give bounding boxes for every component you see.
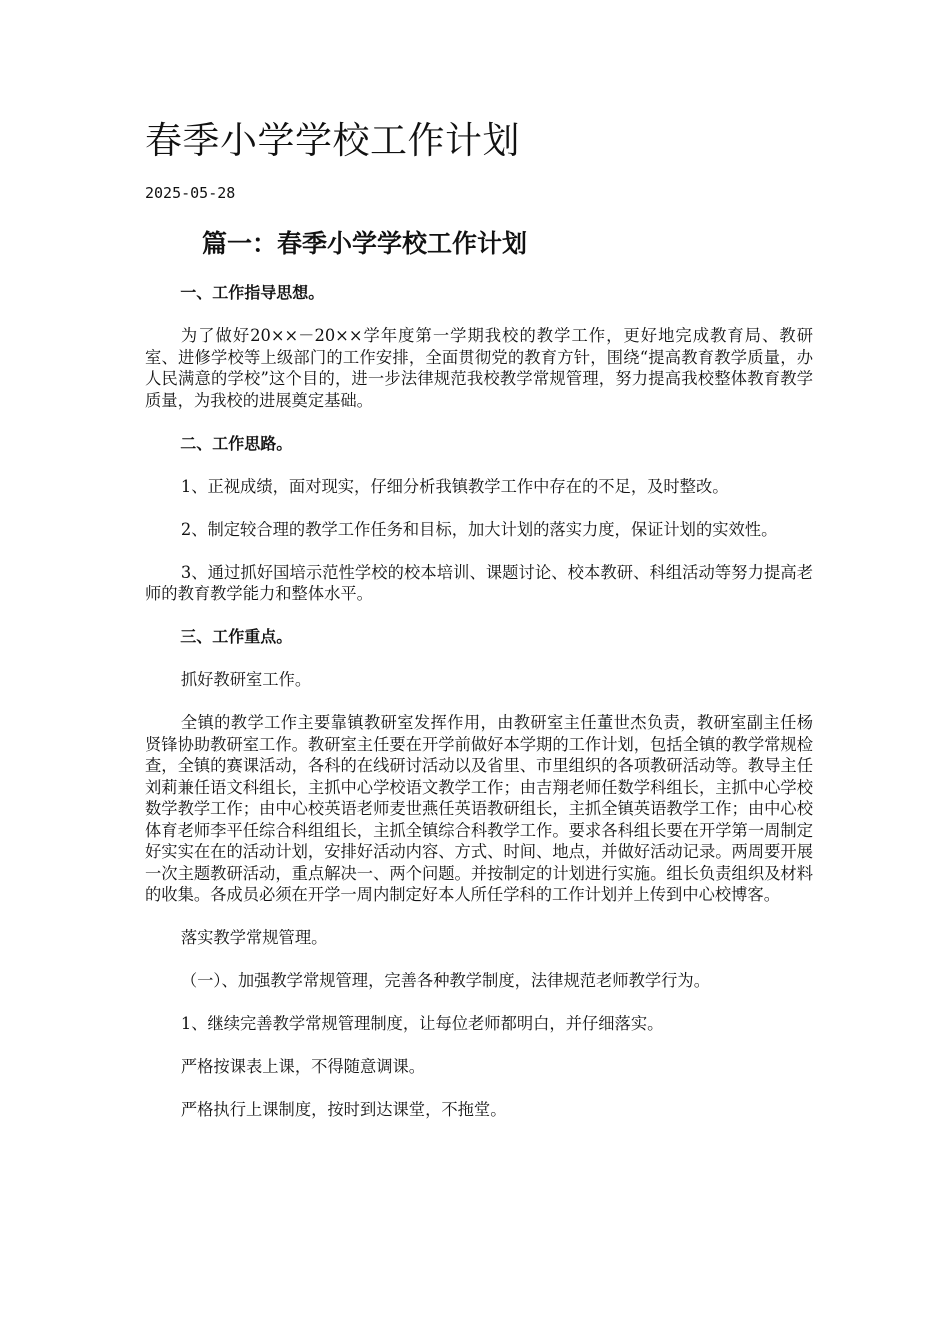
heading-guiding-ideology: 一、工作指导思想。 bbox=[180, 283, 325, 302]
section-title: 篇一：春季小学学校工作计划 bbox=[202, 229, 528, 258]
document-title: 春季小学学校工作计划 bbox=[145, 119, 520, 162]
paragraph: 严格按课表上课，不得随意调课。 bbox=[180, 1057, 426, 1076]
heading-work-focus: 三、工作重点。 bbox=[180, 627, 293, 646]
paragraph: 全镇的教学工作主要靠镇教研室发挥作用，由教研室主任董世杰负责，教研室副主任杨贤锋协助教研室工作。教研室主任要在开学前做好本学期的工作计划，包括全镇的教学常规检查，全镇的赛课活动，各科的在线研讨活动以及省里、市里组织的各项教研活动等。教导主任刘莉兼任语文科组长，主抓中心学校语文教学工作；由吉翔老师任数学科组长，主抓中心学校数学教学工作；由中心校英语老师麦世燕任英语教研组长，主抓全镇英语教学工作；由中心校体育老师李平任综合科组组长，主抓全镇综合科教学工作。要求各科组长要在开学第一周制定好实实在在的活动计划，安排好活动内容、方式、时间、地点，并做好活动记录。两周要开展一次主题教研活动，重点解决一、两个问题。并按制定的计划进行实施。组长负责组织及材料的收集。各成员必须在开学一周内制定好本人所任学科的工作计划并上传到中心校博客。 bbox=[145, 713, 813, 904]
heading-work-approach: 二、工作思路。 bbox=[180, 433, 293, 453]
paragraph: 严格执行上课制度，按时到达课堂，不拖堂。 bbox=[180, 1100, 507, 1119]
list-item: 1、正视成绩，面对现实，仔细分析我镇教学工作中存在的不足，及时整改。 bbox=[180, 476, 729, 496]
paragraph: 落实教学常规管理。 bbox=[180, 928, 328, 947]
paragraph: （一）、加强教学常规管理，完善各种教学制度，法律规范老师教学行为。 bbox=[180, 971, 710, 990]
paragraph: 抓好教研室工作。 bbox=[180, 670, 312, 689]
document-body bbox=[145, 282, 813, 1142]
list-item: 1、继续完善教学常规管理制度，让每位老师都明白，并仔细落实。 bbox=[180, 1014, 664, 1033]
list-item: 3、通过抓好国培示范性学校的校本培训、课题讨论、校本教研、科组活动等努力提高老师的教育教学能力和整体水平。 bbox=[145, 562, 813, 603]
list-item: 2、制定较合理的教学工作任务和目标，加大计划的落实力度，保证计划的实效性。 bbox=[180, 519, 778, 539]
document-date: 2025-05-28 bbox=[145, 184, 236, 202]
paragraph: 为了做好20××－20××学年度第一学期我校的教学工作，更好地完成教育局、教研室、进修学校等上级部门的工作安排，全面贯彻党的教育方针，围绕“提高教育教学质量，办人民满意的学校”这个目的，进一步法律规范我校教学常规管理，努力提高我校整体教育教学质量，为我校的进展奠定基础。 bbox=[145, 326, 813, 410]
